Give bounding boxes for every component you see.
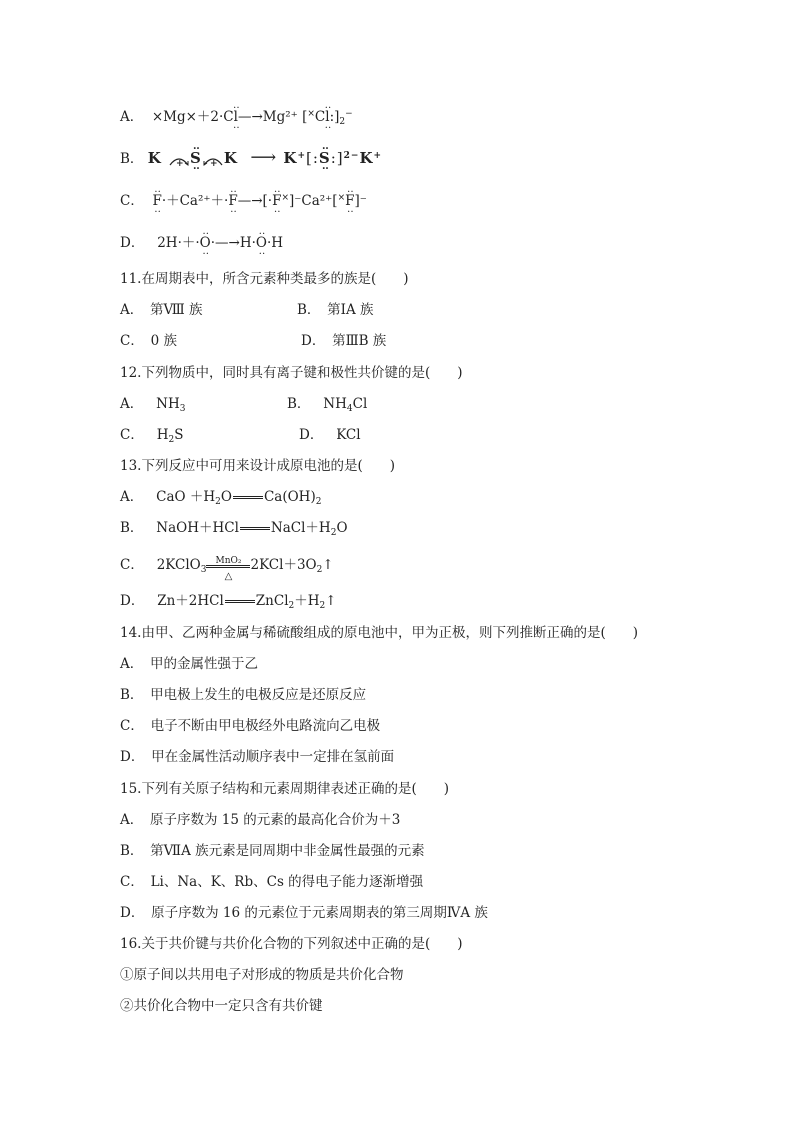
svg-text:+: + [209, 159, 219, 167]
q10-option-d: D． 2H·＋·‥ O ‥·—→H·‥ O ‥·H [120, 234, 283, 252]
q10-option-a: A． ×Mg×＋2·C‥ l ‥—→Mg²⁺ [×C‥ l $‥:]_2^-$ [120, 108, 353, 126]
q14-option-a: A． 甲的金属性强于乙 [120, 656, 258, 672]
q16-statement-1: ①原子间以共用电子对形成的物质是共价化合物 [120, 967, 404, 983]
q13-option-a: A． CaO $+H_2O$ $Ca(OH)_2$ [120, 489, 322, 507]
q14-option-b: B． 甲电极上发生的电极反应是还原反应 [120, 687, 367, 703]
q11-option-b: B． 第ⅠA 族 [297, 302, 374, 318]
q13-stem: 13.下列反应中可用来设计成原电池的是( ) [120, 458, 396, 474]
q15-option-d: D． 原子序数为 16 的元素位于元素周期表的第三周期ⅣA 族 [120, 905, 488, 921]
q10-option-b: B． K + ‥ S ‥ + K ⟶ K+[:‥ S ‥:]$^{2-}$K+ [120, 149, 382, 168]
q13-option-c: C． 2KClO$_3$ MnO₂ △ $2KCl+3O_2↑$ [120, 556, 334, 582]
q15-option-b: B． 第ⅦA 族元素是同周期中非金属性最强的元素 [120, 843, 425, 859]
q16-statement-2: ②共价化合物中一定只含有共价键 [120, 998, 323, 1014]
q11-option-d: D． 第ⅢB 族 [301, 333, 387, 349]
q12-option-c: C． $H_2S$ [120, 427, 184, 445]
q14-option-c: C． 电子不断由甲电极经外电路流向乙电极 [120, 718, 381, 734]
q15-option-c: C． Li、Na、K、Rb、Cs 的得电子能力逐渐增强 [120, 874, 424, 890]
q15-option-a: A． 原子序数为 15 的元素的最高化合价为＋3 [120, 812, 401, 828]
q12-option-a: A． $NH_3$ [120, 396, 186, 414]
q13-option-d: D． Zn＋2HCl $ZnCl_2+H_2↑$ [120, 593, 337, 611]
curved-arrow-icon [202, 153, 224, 165]
q16-stem: 16.关于共价键与共价化合物的下列叙述中正确的是( ) [120, 936, 463, 952]
q10-option-c: C． ‥ F ‥·＋Ca²⁺＋·‥ F ‥—→[·‥ F ‥×]⁻Ca²⁺[×‥ F ‥]⁻ [120, 192, 367, 210]
q11-option-a: A． 第Ⅷ 族 [120, 302, 203, 318]
q11-option-c: C． 0 族 [120, 333, 177, 349]
q14-stem: 14.由甲、乙两种金属与稀硫酸组成的原电池中，甲为正极，则下列推断正确的是( ) [120, 625, 639, 641]
q11-stem: 11.在周期表中，所含元素种类最多的族是( ) [120, 271, 409, 287]
q15-stem: 15.下列有关原子结构和元素周期律表述正确的是( ) [120, 781, 450, 797]
reaction-condition: MnO₂ △ [206, 563, 250, 568]
q12-option-b: B． $NH_4Cl$ [287, 396, 368, 414]
q12-option-d: D． KCl [299, 427, 361, 443]
q12-stem: 12.下列物质中，同时具有离子键和极性共价键的是( ) [120, 365, 463, 381]
q13-option-b: B． NaOH＋HCl $NaCl+H_2O$ [120, 520, 348, 538]
curved-arrow-icon [168, 153, 190, 165]
q14-option-d: D． 甲在金属性活动顺序表中一定排在氢前面 [120, 749, 395, 765]
svg-text:+: + [176, 159, 185, 167]
